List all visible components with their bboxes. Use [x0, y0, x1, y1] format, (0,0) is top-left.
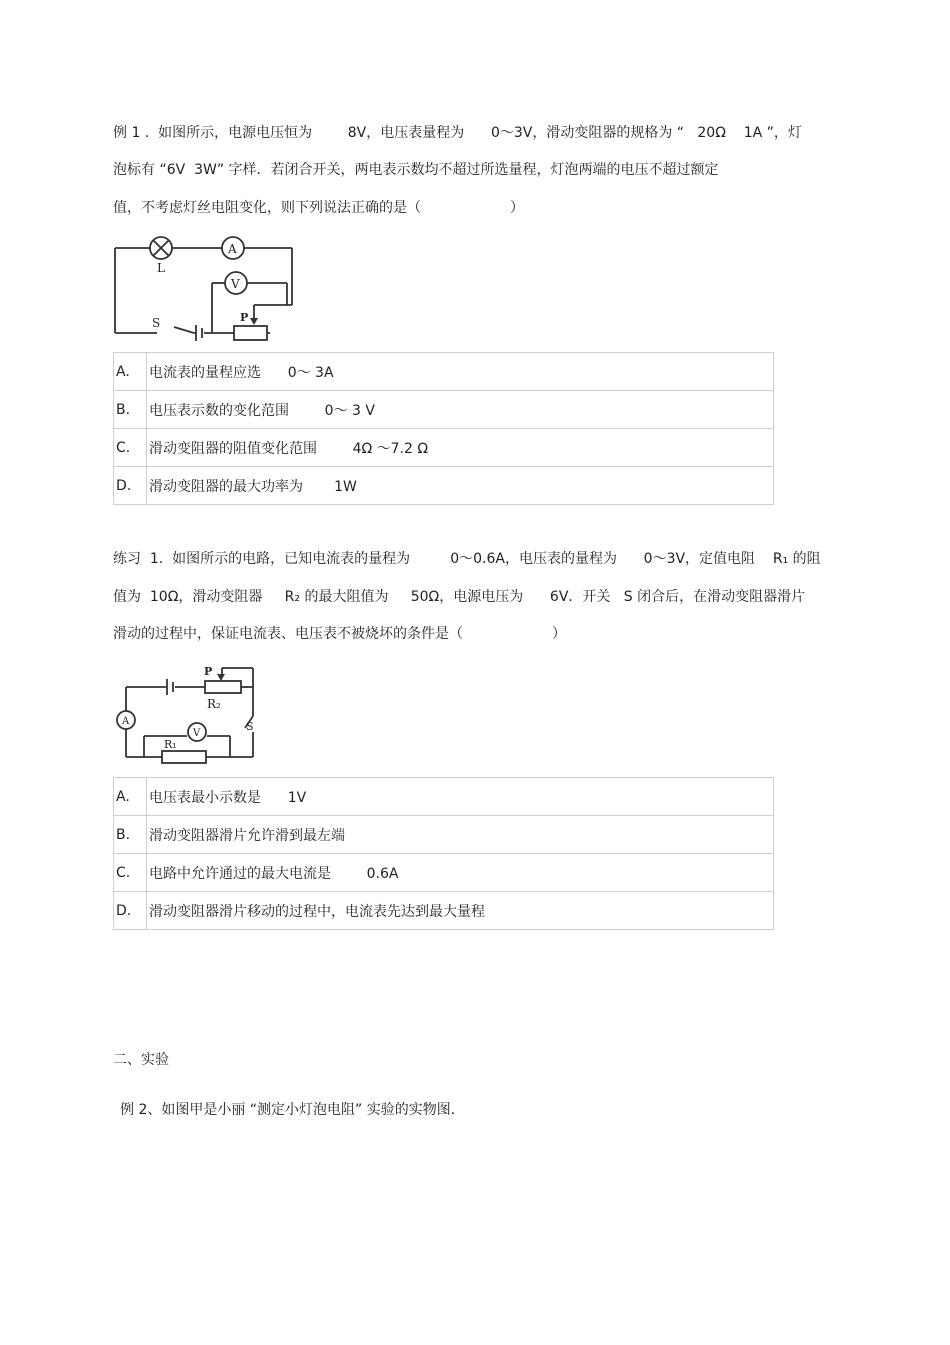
option-letter: B. [114, 391, 147, 429]
option-text: 电流表的量程应选 0～ 3A [147, 353, 774, 391]
lamp-label: L [157, 261, 165, 275]
option-text: 电压表最小示数是 1V [147, 778, 774, 816]
example2-line: 例 2、如图甲是小丽 “测定小灯泡电阻” 实验的实物图． [120, 1102, 465, 1118]
voltmeter-label: V [193, 728, 201, 739]
slider-label: P [240, 311, 249, 324]
option-text: 电路中允许通过的最大电流是 0.6A [147, 854, 774, 892]
practice1-circuit-diagram [112, 664, 258, 764]
practice1-line-1: 练习 1. 如图所示的电路，已知电流表的量程为 0～0.6A，电压表的量程为 0～3V，定值电阻 R₁ 的阻 [113, 551, 821, 567]
option-text: 滑动变阻器滑片允许滑到最左端 [147, 816, 774, 854]
option-letter: B. [114, 816, 147, 854]
option-letter: A. [114, 353, 147, 391]
slider-label: P [204, 665, 213, 678]
voltmeter-label: V [231, 277, 240, 291]
practice1-options [113, 777, 774, 930]
option-letter: C. [114, 854, 147, 892]
option-text: 电压表示数的变化范围 0～ 3 V [147, 391, 774, 429]
practice1-line-3: 滑动的过程中，保证电流表、电压表不被烧坏的条件是（ ） [113, 626, 567, 642]
option-letter: D. [114, 892, 147, 930]
option-row[interactable] [114, 467, 774, 505]
option-row[interactable] [114, 429, 774, 467]
option-letter: C. [114, 429, 147, 467]
example1-line-1: 例 1 . 如图所示，电源电压恒为 8V，电压表量程为 0～3V，滑动变阻器的规格为 “ 20Ω 1A ”，灯 [113, 125, 802, 141]
example1-options [113, 352, 774, 505]
example1-circuit-diagram [112, 233, 294, 349]
option-text: 滑动变阻器滑片移动的过程中，电流表先达到最大量程 [147, 892, 774, 930]
section-heading: 二、实验 [113, 1052, 169, 1068]
option-row[interactable] [114, 854, 774, 892]
example1-line-2: 泡标有 “6V 3W” 字样．若闭合开关，两电表示数均不超过所选量程，灯泡两端的电压不超过额定 [113, 162, 719, 178]
ammeter-label: A [228, 242, 237, 256]
option-text: 滑动变阻器的阻值变化范围 4Ω ～7.2 Ω [147, 429, 774, 467]
option-text: 滑动变阻器的最大功率为 1W [147, 467, 774, 505]
option-row[interactable] [114, 391, 774, 429]
option-row[interactable] [114, 816, 774, 854]
option-row[interactable] [114, 353, 774, 391]
r1-resistor-symbol [162, 751, 206, 763]
option-row[interactable] [114, 892, 774, 930]
example1-line-3: 值，不考虑灯丝电阻变化，则下列说法正确的是（ ） [113, 200, 525, 216]
switch-label: S [246, 720, 254, 733]
ammeter-label: A [122, 716, 130, 727]
rheostat-symbol [234, 326, 267, 340]
option-letter: D. [114, 467, 147, 505]
practice1-line-2: 值为 10Ω，滑动变阻器 R₂ 的最大阻值为 50Ω，电源电压为 6V．开关 S 闭合后，在滑动变阻器滑片 [113, 589, 806, 605]
switch-label: S [152, 316, 161, 330]
option-row[interactable] [114, 778, 774, 816]
option-letter: A. [114, 778, 147, 816]
r2-rheostat-symbol [205, 681, 241, 693]
r2-label: R₂ [207, 697, 221, 711]
r1-label: R₁ [164, 738, 177, 751]
lamp-symbol [150, 237, 172, 259]
